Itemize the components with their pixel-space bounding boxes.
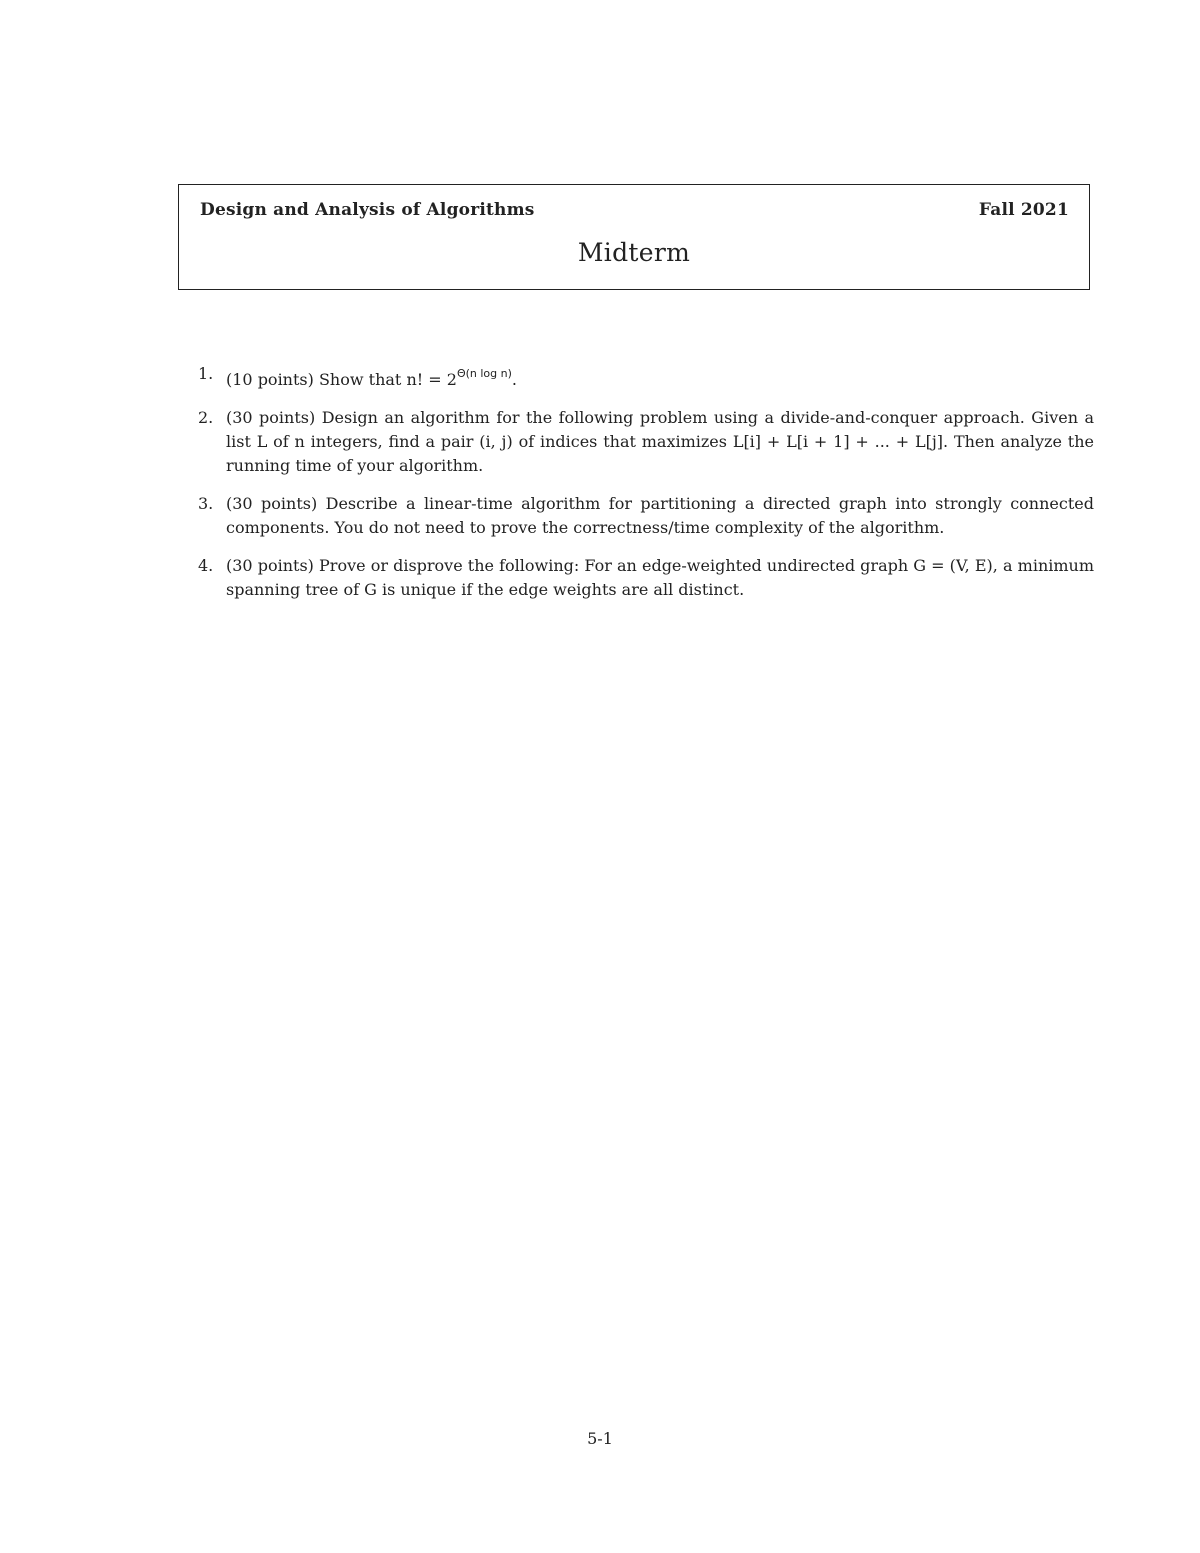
problem-number: 1. xyxy=(198,364,214,383)
problem-number: 4. xyxy=(198,556,214,575)
problem-text: Design an algorithm for the following problem using a divide-and-conquer approach. Given a list L of n integers, find a pair (i, j) of indices that maximizes L[i] + L[i + 1] + ... + L[j]. Then analyze the running time of your algorithm. xyxy=(226,408,1095,475)
problem-number: 2. xyxy=(198,408,214,427)
term-label: Fall 2021 xyxy=(978,200,1069,220)
problem-text: Prove or disprove the following: For an edge-weighted undirected graph G = (V, E), a minimum spanning tree of G is unique if the edge weights are all distinct. xyxy=(226,556,1095,599)
problem-superscript: Θ(n log n) xyxy=(456,367,512,380)
problem-number: 3. xyxy=(198,494,214,513)
course-title: Design and Analysis of Algorithms xyxy=(200,200,535,220)
header-box xyxy=(178,184,1090,290)
problem-tail: . xyxy=(511,370,517,389)
problem-1 xyxy=(198,362,1094,392)
problem-points: (30 points) xyxy=(226,408,316,427)
problem-text: Show that n! = 2 xyxy=(318,370,457,389)
problem-points: (10 points) xyxy=(226,370,314,389)
problem-3 xyxy=(198,492,1094,540)
problem-points: (30 points) xyxy=(226,556,314,575)
exam-title: Midterm xyxy=(577,238,691,267)
problem-points: (30 points) xyxy=(226,494,318,513)
problem-2 xyxy=(198,406,1094,478)
problem-4 xyxy=(198,554,1094,602)
problem-text: Describe a linear-time algorithm for partitioning a directed graph into strongly connected components. You do not need to prove the correctness/time complexity of the algorithm. xyxy=(226,494,1094,537)
problem-list xyxy=(198,362,1094,616)
page-number: 5-1 xyxy=(587,1429,613,1448)
